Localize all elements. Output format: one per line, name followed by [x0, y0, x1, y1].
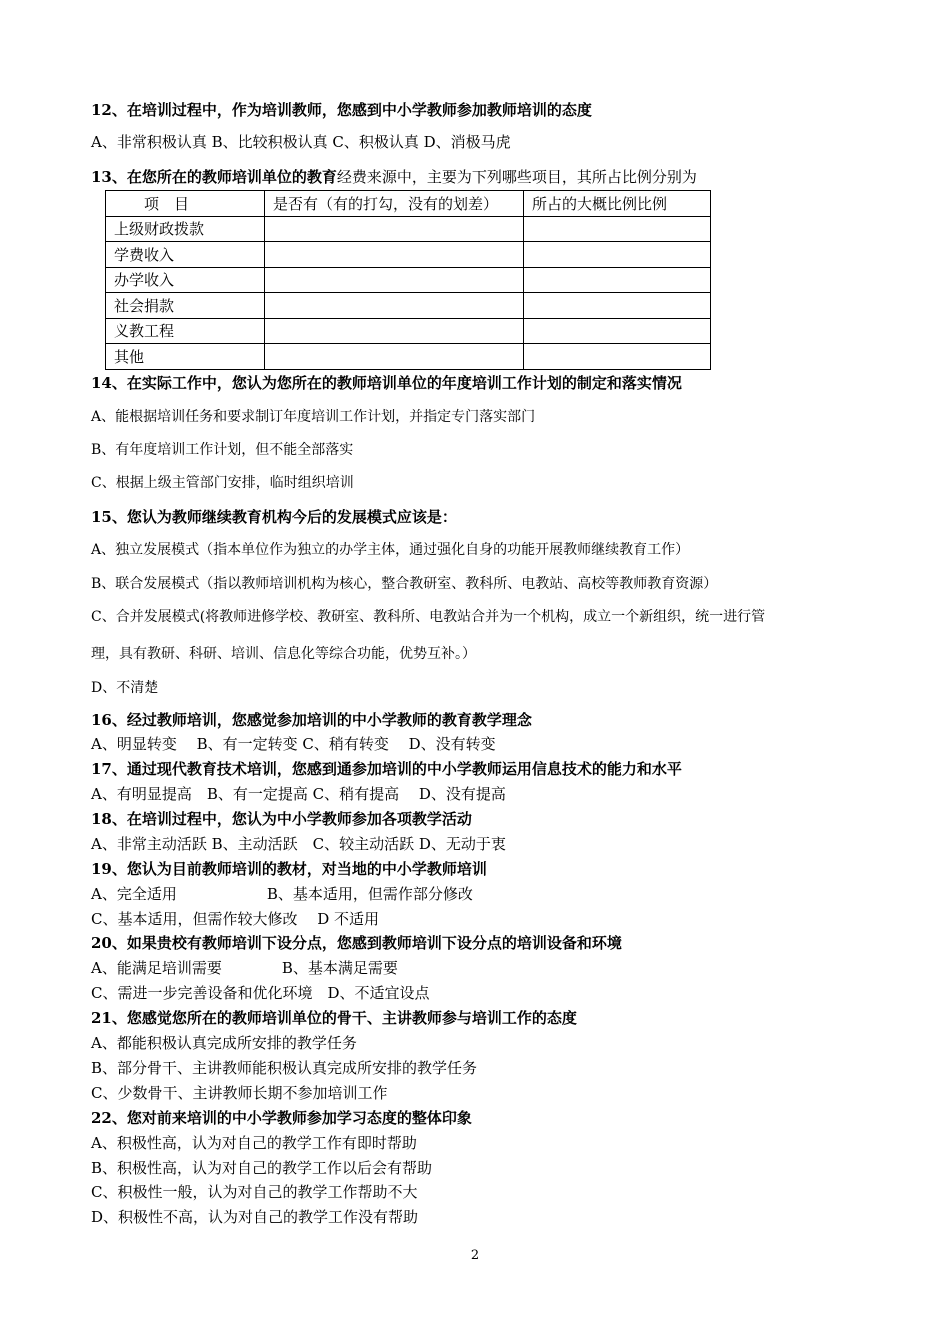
question-15-title: 15、您认为教师继续教育机构今后的发展模式应该是：	[91, 508, 457, 526]
question-22-option-b: B、积极性高，认为对自己的教学工作以后会有帮助	[91, 1159, 433, 1177]
question-18-options: A、非常主动活跃 B、主动活跃 C、较主动活跃 D、无动于衷	[91, 835, 506, 853]
question-14-option-c: C、根据上级主管部门安排，临时组织培训	[91, 475, 354, 491]
question-20-title: 20、如果贵校有教师培训下设分点，您感到教师培训下设分点的培训设备和环境	[91, 934, 622, 952]
question-19-options-2: C、基本适用，但需作较大修改 D 不适用	[91, 910, 380, 928]
table-cell-item: 社会捐款	[106, 293, 265, 319]
table-cell-has	[265, 318, 524, 344]
question-21-title: 21、您感觉您所在的教师培训单位的骨干、主讲教师参与培训工作的态度	[91, 1009, 577, 1027]
table-cell-has	[265, 216, 524, 242]
page-number: 2	[470, 1248, 480, 1263]
table-row	[106, 267, 711, 293]
table-cell-has	[265, 344, 524, 370]
table-cell-item: 上级财政拨款	[106, 216, 265, 242]
table-cell-item: 学费收入	[106, 242, 265, 268]
table-cell-ratio	[524, 267, 711, 293]
table-cell-item: 其他	[106, 344, 265, 370]
table-header-ratio: 所占的大概比例比例	[524, 191, 711, 217]
table-cell-ratio	[524, 293, 711, 319]
question-14-title: 14、在实际工作中，您认为您所在的教师培训单位的年度培训工作计划的制定和落实情况	[91, 374, 682, 392]
question-14-option-b: B、有年度培训工作计划，但不能全部落实	[91, 442, 354, 458]
question-15-option-c: C、合并发展模式(将教师进修学校、教研室、教科所、电教站合并为一个机构，成立一个新组织，统一进行管	[91, 609, 766, 625]
table-row	[106, 344, 711, 370]
table-cell-ratio	[524, 216, 711, 242]
table-row	[106, 242, 711, 268]
question-20-options-2: C、需进一步完善设备和优化环境 D、不适宜设点	[91, 984, 430, 1002]
funding-table	[105, 190, 711, 370]
question-12-options: A、非常积极认真 B、比较积极认真 C、积极认真 D、消极马虎	[91, 133, 511, 151]
question-15-option-c-cont: 理，具有教研、科研、培训、信息化等综合功能，优势互补。）	[91, 646, 476, 662]
question-13-title	[91, 167, 697, 187]
question-17-title: 17、通过现代教育技术培训，您感到通参加培训的中小学教师运用信息技术的能力和水平	[91, 760, 682, 778]
table-row	[106, 293, 711, 319]
question-19-options-1: A、完全适用 B、基本适用，但需作部分修改	[91, 885, 473, 903]
question-16-title: 16、经过教师培训，您感觉参加培训的中小学教师的教育教学理念	[91, 711, 532, 729]
question-22-option-a: A、积极性高，认为对自己的教学工作有即时帮助	[91, 1134, 417, 1152]
table-cell-ratio	[524, 318, 711, 344]
question-16-options: A、明显转变 B、有一定转变 C、稍有转变 D、没有转变	[91, 735, 496, 753]
table-cell-has	[265, 242, 524, 268]
table-cell-ratio	[524, 242, 711, 268]
question-18-title: 18、在培训过程中，您认为中小学教师参加各项教学活动	[91, 810, 472, 828]
question-22-option-d: D、积极性不高，认为对自己的教学工作没有帮助	[91, 1208, 419, 1226]
question-17-options: A、有明显提高 B、有一定提高 C、稍有提高 D、没有提高	[91, 785, 506, 803]
table-row	[106, 216, 711, 242]
question-15-option-b: B、联合发展模式（指以教师培训机构为核心，整合教研室、教科所、电教站、高校等教师教育资源）	[91, 576, 718, 592]
table-header-has: 是否有（有的打勾，没有的划差）	[265, 191, 524, 217]
question-19-title: 19、您认为目前教师培训的教材，对当地的中小学教师培训	[91, 860, 487, 878]
question-14-option-a: A、能根据培训任务和要求制订年度培训工作计划，并指定专门落实部门	[91, 409, 536, 425]
table-cell-has	[265, 293, 524, 319]
table-cell-ratio	[524, 344, 711, 370]
question-22-option-c: C、积极性一般，认为对自己的教学工作帮助不大	[91, 1183, 418, 1201]
table-header-item: 项 目	[106, 191, 265, 217]
table-cell-item: 义教工程	[106, 318, 265, 344]
table-row	[106, 318, 711, 344]
question-13-title-rest: 经费来源中，主要为下列哪些项目，其所占比例分别为	[336, 168, 697, 186]
question-21-option-c: C、少数骨干、主讲教师长期不参加培训工作	[91, 1084, 388, 1102]
table-header-row	[106, 191, 711, 217]
question-15-option-d: D、不清楚	[91, 680, 159, 696]
question-15-option-a: A、独立发展模式（指本单位作为独立的办学主体，通过强化自身的功能开展教师继续教育工作）	[91, 542, 690, 558]
table-cell-item: 办学收入	[106, 267, 265, 293]
question-21-option-b: B、部分骨干、主讲教师能积极认真完成所安排的教学任务	[91, 1059, 478, 1077]
table-cell-has	[265, 267, 524, 293]
question-21-option-a: A、都能积极认真完成所安排的教学任务	[91, 1034, 357, 1052]
question-13-title-bold: 13、在您所在的教师培训单位的教育	[91, 168, 337, 186]
question-12-title: 12、在培训过程中，作为培训教师，您感到中小学教师参加教师培训的态度	[91, 101, 592, 119]
question-22-title: 22、您对前来培训的中小学教师参加学习态度的整体印象	[91, 1109, 472, 1127]
question-20-options-1: A、能满足培训需要 B、基本满足需要	[91, 959, 398, 977]
